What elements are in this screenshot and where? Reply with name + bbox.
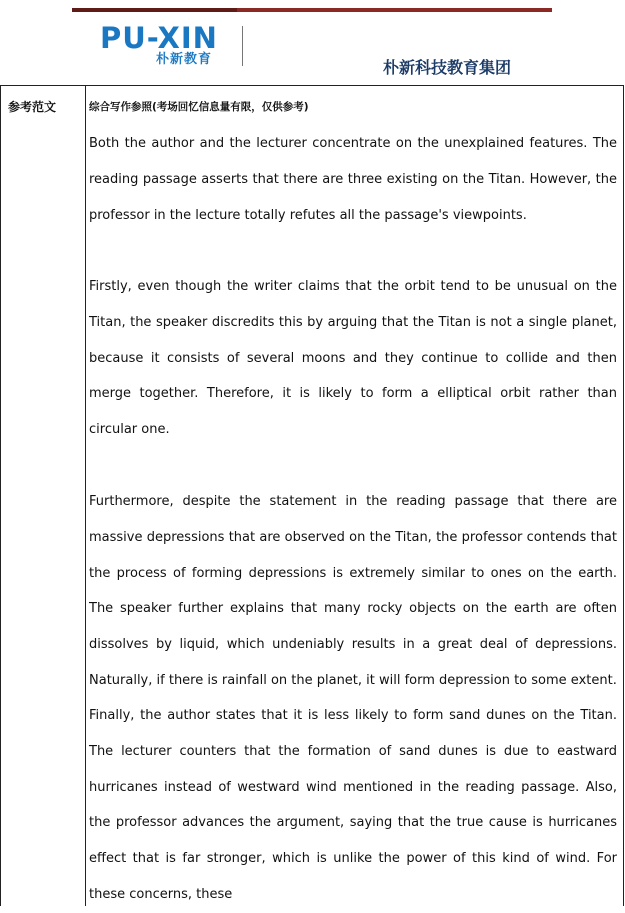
logo-subtitle: 朴新教育: [156, 52, 213, 67]
paragraph-3: Furthermore, despite the statement in the reading passage that there are massive depressions that are observed on the Titan, the professor contends that the process of forming depressions is extremely similar to ones on the earth. The speaker further explains that many rocky objects on the earth are often dissolves by liquid, which undeniably results in a great deal of depressions. Naturally, if there is rainfall on the planet, it will form depression to some extent.: [89, 494, 617, 688]
header-rule: [72, 8, 552, 12]
paragraph-1: Both the author and the lecturer concentrate on the unexplained features. The reading passage asserts that there are three existing on the Titan. However, the professor in the lecture totally refutes all the passage's viewpoints.: [89, 136, 617, 223]
paragraph-2: Firstly, even though the writer claims that the orbit tend to be unusual on the Titan, the speaker discredits this by arguing that the Titan is not a single planet, because it consists of several moons and they continue to collide and then merge together. Therefore, it is likely to form a elliptical orbit rather than circular one.: [89, 279, 617, 438]
label-cell: [1, 86, 86, 906]
logo-divider: [242, 26, 243, 66]
essay-table: [0, 85, 624, 906]
organization-name: 朴新科技教育集团: [383, 58, 512, 77]
company-logo: [100, 22, 240, 68]
logo-wordmark: PU-XIN: [100, 21, 218, 55]
paragraph-4: Finally, the author states that it is less likely to form sand dunes on the Titan. The lecturer counters that the formation of sand dunes is due to eastward hurricanes instead of westward wind mentioned in the reading passage. Also, the professor advances the argument, saying that the true cause is hurricanes effect that is far stronger, which is unlike the power of this kind of wind. For these concerns, these: [89, 708, 617, 902]
essay-heading: 综合写作参照(考场回忆信息量有限，仅供参考): [89, 101, 309, 113]
header-rule-accent: [72, 8, 237, 12]
row-label: 参考范文: [8, 100, 57, 114]
